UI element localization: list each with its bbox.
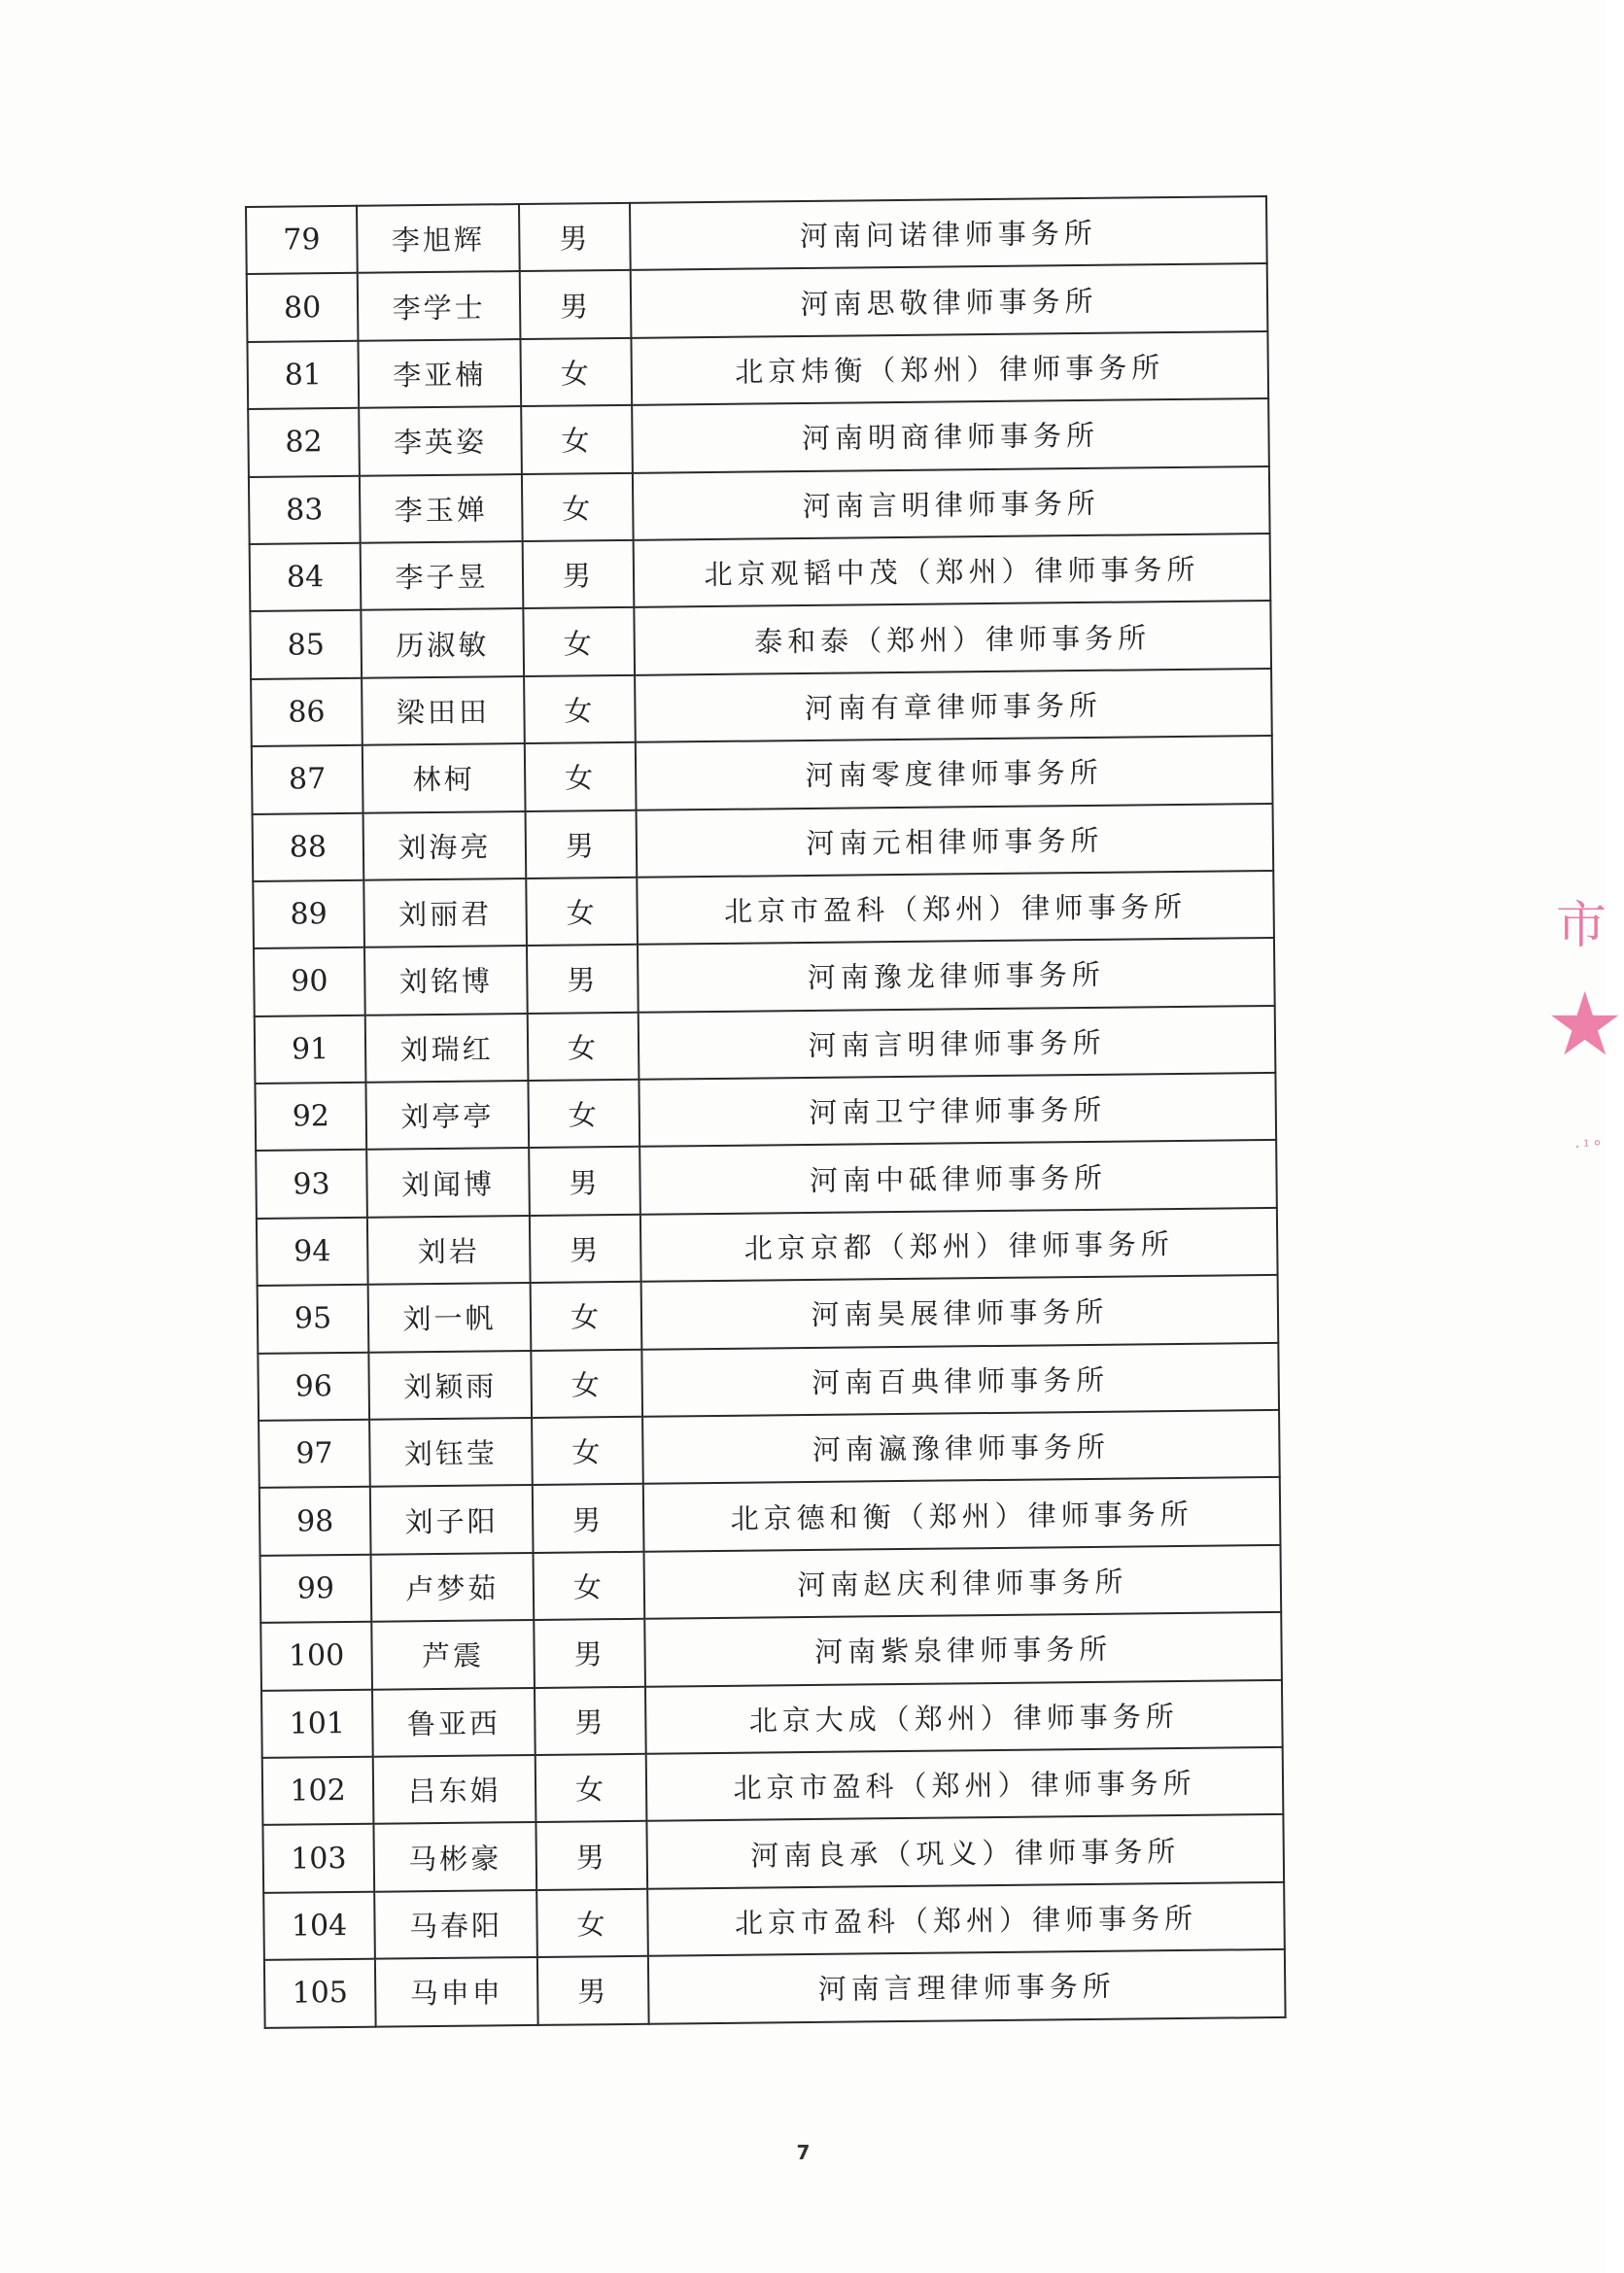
table-row	[256, 1140, 1277, 1218]
row-number-cell: 92	[255, 1083, 366, 1152]
table-row	[259, 1410, 1280, 1488]
law-firm-cell: 北京大成（郑州）律师事务所	[645, 1680, 1283, 1754]
name-cell: 马春阳	[374, 1890, 537, 1959]
law-firm-cell: 河南言明律师事务所	[633, 466, 1270, 540]
name-cell: 李子昱	[361, 541, 524, 610]
row-number-cell: 95	[258, 1285, 369, 1354]
gender-cell: 男	[523, 540, 635, 609]
row-number-cell: 97	[259, 1420, 370, 1489]
law-firm-cell: 河南有章律师事务所	[635, 669, 1272, 742]
seal-character: 市	[1555, 897, 1607, 955]
row-number-cell: 104	[263, 1891, 375, 1960]
name-cell: 吕东娟	[373, 1755, 536, 1824]
seal-star-icon: ★	[1545, 974, 1624, 1076]
table-row	[246, 196, 1267, 274]
name-cell: 刘钰莹	[369, 1418, 533, 1487]
gender-cell: 女	[525, 742, 637, 811]
law-firm-cell: 河南问诺律师事务所	[630, 196, 1267, 270]
gender-cell: 女	[531, 1349, 642, 1418]
law-firm-cell: 河南良承（巩义）律师事务所	[646, 1814, 1284, 1888]
name-cell: 李玉婵	[360, 474, 523, 543]
name-cell: 芦震	[371, 1620, 535, 1689]
gender-cell: 女	[520, 338, 632, 407]
row-number-cell: 81	[247, 341, 359, 410]
name-cell: 李英姿	[359, 406, 522, 475]
table-row	[262, 1747, 1284, 1825]
table-row	[250, 601, 1271, 678]
name-cell: 马彬豪	[373, 1822, 536, 1891]
gender-cell: 男	[527, 945, 639, 1014]
name-cell: 刘海亮	[363, 811, 527, 880]
lawyer-roster-table	[245, 195, 1287, 2028]
name-cell: 刘铭博	[364, 946, 528, 1015]
name-cell: 卢梦茹	[371, 1553, 535, 1622]
law-firm-cell: 北京市盈科（郑州）律师事务所	[647, 1882, 1285, 1956]
row-number-cell: 94	[257, 1218, 368, 1287]
row-number-cell: 93	[256, 1150, 367, 1219]
row-number-cell: 83	[249, 475, 361, 544]
law-firm-cell: 北京市盈科（郑州）律师事务所	[637, 871, 1274, 945]
law-firm-cell: 北京炜衡（郑州）律师事务所	[631, 331, 1268, 405]
name-cell: 刘子阳	[370, 1485, 534, 1554]
row-number-cell: 100	[260, 1622, 372, 1691]
table-row	[253, 803, 1274, 880]
table-row	[263, 1882, 1285, 1960]
table-row	[255, 1073, 1276, 1151]
law-firm-cell: 河南卫宁律师事务所	[639, 1073, 1276, 1147]
gender-cell: 女	[528, 1012, 639, 1081]
table-row	[258, 1275, 1279, 1353]
law-firm-cell: 北京观韬中茂（郑州）律师事务所	[634, 534, 1271, 607]
row-number-cell: 80	[247, 273, 359, 342]
gender-cell: 男	[536, 1821, 647, 1890]
table-row	[264, 1949, 1286, 2027]
table-row	[259, 1477, 1281, 1555]
name-cell: 林柯	[363, 743, 526, 812]
name-cell: 鲁亚西	[372, 1688, 536, 1757]
law-firm-cell: 河南中砥律师事务所	[639, 1140, 1277, 1214]
name-cell: 李学士	[358, 271, 521, 340]
law-firm-cell: 河南瀛豫律师事务所	[642, 1410, 1280, 1484]
name-cell: 李亚楠	[358, 339, 521, 408]
gender-cell: 男	[534, 1619, 645, 1688]
row-number-cell: 84	[250, 543, 362, 612]
row-number-cell: 85	[250, 610, 362, 679]
table-row	[262, 1814, 1284, 1892]
gender-cell: 男	[533, 1484, 644, 1553]
name-cell: 刘颖雨	[368, 1351, 532, 1420]
table-row	[251, 669, 1272, 746]
law-firm-cell: 北京京都（郑州）律师事务所	[640, 1208, 1278, 1282]
gender-cell: 女	[536, 1754, 647, 1823]
gender-cell: 男	[529, 1147, 640, 1216]
law-firm-cell: 河南百典律师事务所	[641, 1343, 1279, 1417]
row-number-cell: 101	[261, 1689, 373, 1758]
page-number: 7	[796, 2141, 811, 2164]
name-cell: 马申申	[375, 1957, 538, 2026]
table-row	[261, 1680, 1283, 1758]
table-row	[250, 534, 1271, 611]
gender-cell: 男	[519, 203, 631, 272]
row-number-cell: 99	[260, 1555, 372, 1624]
table-row	[249, 466, 1270, 544]
row-number-cell: 103	[262, 1824, 374, 1893]
row-number-cell: 87	[252, 745, 363, 814]
law-firm-cell: 河南言明律师事务所	[639, 1006, 1276, 1080]
table-row	[260, 1545, 1282, 1623]
table-row	[258, 1343, 1279, 1421]
name-cell: 历淑敏	[361, 608, 524, 677]
row-number-cell: 102	[262, 1757, 374, 1826]
table-row	[253, 871, 1274, 948]
row-number-cell: 90	[254, 947, 365, 1016]
name-cell: 刘一帆	[368, 1283, 532, 1352]
gender-cell: 男	[526, 809, 638, 878]
law-firm-cell: 河南豫龙律师事务所	[638, 938, 1275, 1012]
gender-cell: 女	[536, 1889, 648, 1958]
law-firm-cell: 河南赵庆利律师事务所	[644, 1545, 1282, 1619]
law-firm-cell: 河南紫泉律师事务所	[644, 1612, 1282, 1686]
gender-cell: 女	[532, 1417, 643, 1486]
law-firm-cell: 北京德和衡（郑州）律师事务所	[643, 1477, 1281, 1551]
gender-cell: 女	[522, 472, 634, 541]
law-firm-cell: 泰和泰（郑州）律师事务所	[634, 601, 1271, 674]
row-number-cell: 96	[258, 1352, 369, 1421]
law-firm-cell: 河南昊展律师事务所	[641, 1275, 1279, 1349]
table-row	[252, 736, 1273, 813]
law-firm-cell: 河南明商律师事务所	[632, 398, 1269, 472]
name-cell: 刘丽君	[363, 878, 527, 947]
seal-edge-text: ·¹°	[1574, 1137, 1605, 1157]
gender-cell: 女	[534, 1552, 645, 1621]
table-row	[254, 938, 1275, 1016]
row-number-cell: 98	[259, 1487, 371, 1556]
red-seal-stamp	[1545, 855, 1624, 1176]
name-cell: 刘瑞红	[365, 1014, 529, 1083]
name-cell: 梁田田	[362, 676, 525, 745]
gender-cell: 男	[520, 270, 632, 339]
row-number-cell: 91	[255, 1015, 366, 1084]
name-cell: 刘亭亭	[365, 1081, 529, 1150]
gender-cell: 女	[521, 405, 633, 474]
table-row	[260, 1612, 1282, 1690]
law-firm-cell: 北京市盈科（郑州）律师事务所	[646, 1747, 1284, 1821]
row-number-cell: 89	[253, 880, 364, 949]
gender-cell: 女	[523, 607, 635, 676]
table-row	[247, 263, 1268, 341]
table-row	[257, 1208, 1278, 1286]
name-cell: 刘闻博	[366, 1148, 530, 1217]
row-number-cell: 105	[264, 1959, 376, 2028]
gender-cell: 女	[524, 675, 636, 744]
roster-table-wrapper	[245, 195, 1287, 2028]
name-cell: 刘岩	[367, 1216, 531, 1285]
law-firm-cell: 河南言理律师事务所	[648, 1949, 1286, 2023]
gender-cell: 男	[535, 1686, 646, 1755]
gender-cell: 女	[528, 1080, 639, 1149]
gender-cell: 女	[526, 878, 638, 947]
table-row	[247, 331, 1268, 409]
law-firm-cell: 河南思敬律师事务所	[631, 263, 1268, 337]
row-number-cell: 82	[248, 408, 360, 477]
table-row	[255, 1006, 1276, 1084]
law-firm-cell: 河南零度律师事务所	[636, 736, 1273, 809]
row-number-cell: 86	[251, 678, 363, 747]
row-number-cell: 88	[253, 812, 364, 881]
table-row	[248, 398, 1269, 476]
roster-table-body	[246, 196, 1286, 2027]
gender-cell: 女	[531, 1282, 642, 1351]
law-firm-cell: 河南元相律师事务所	[637, 803, 1274, 877]
row-number-cell: 79	[246, 206, 358, 275]
gender-cell: 男	[537, 1956, 649, 2025]
gender-cell: 男	[530, 1215, 641, 1284]
name-cell: 李旭辉	[357, 204, 520, 273]
